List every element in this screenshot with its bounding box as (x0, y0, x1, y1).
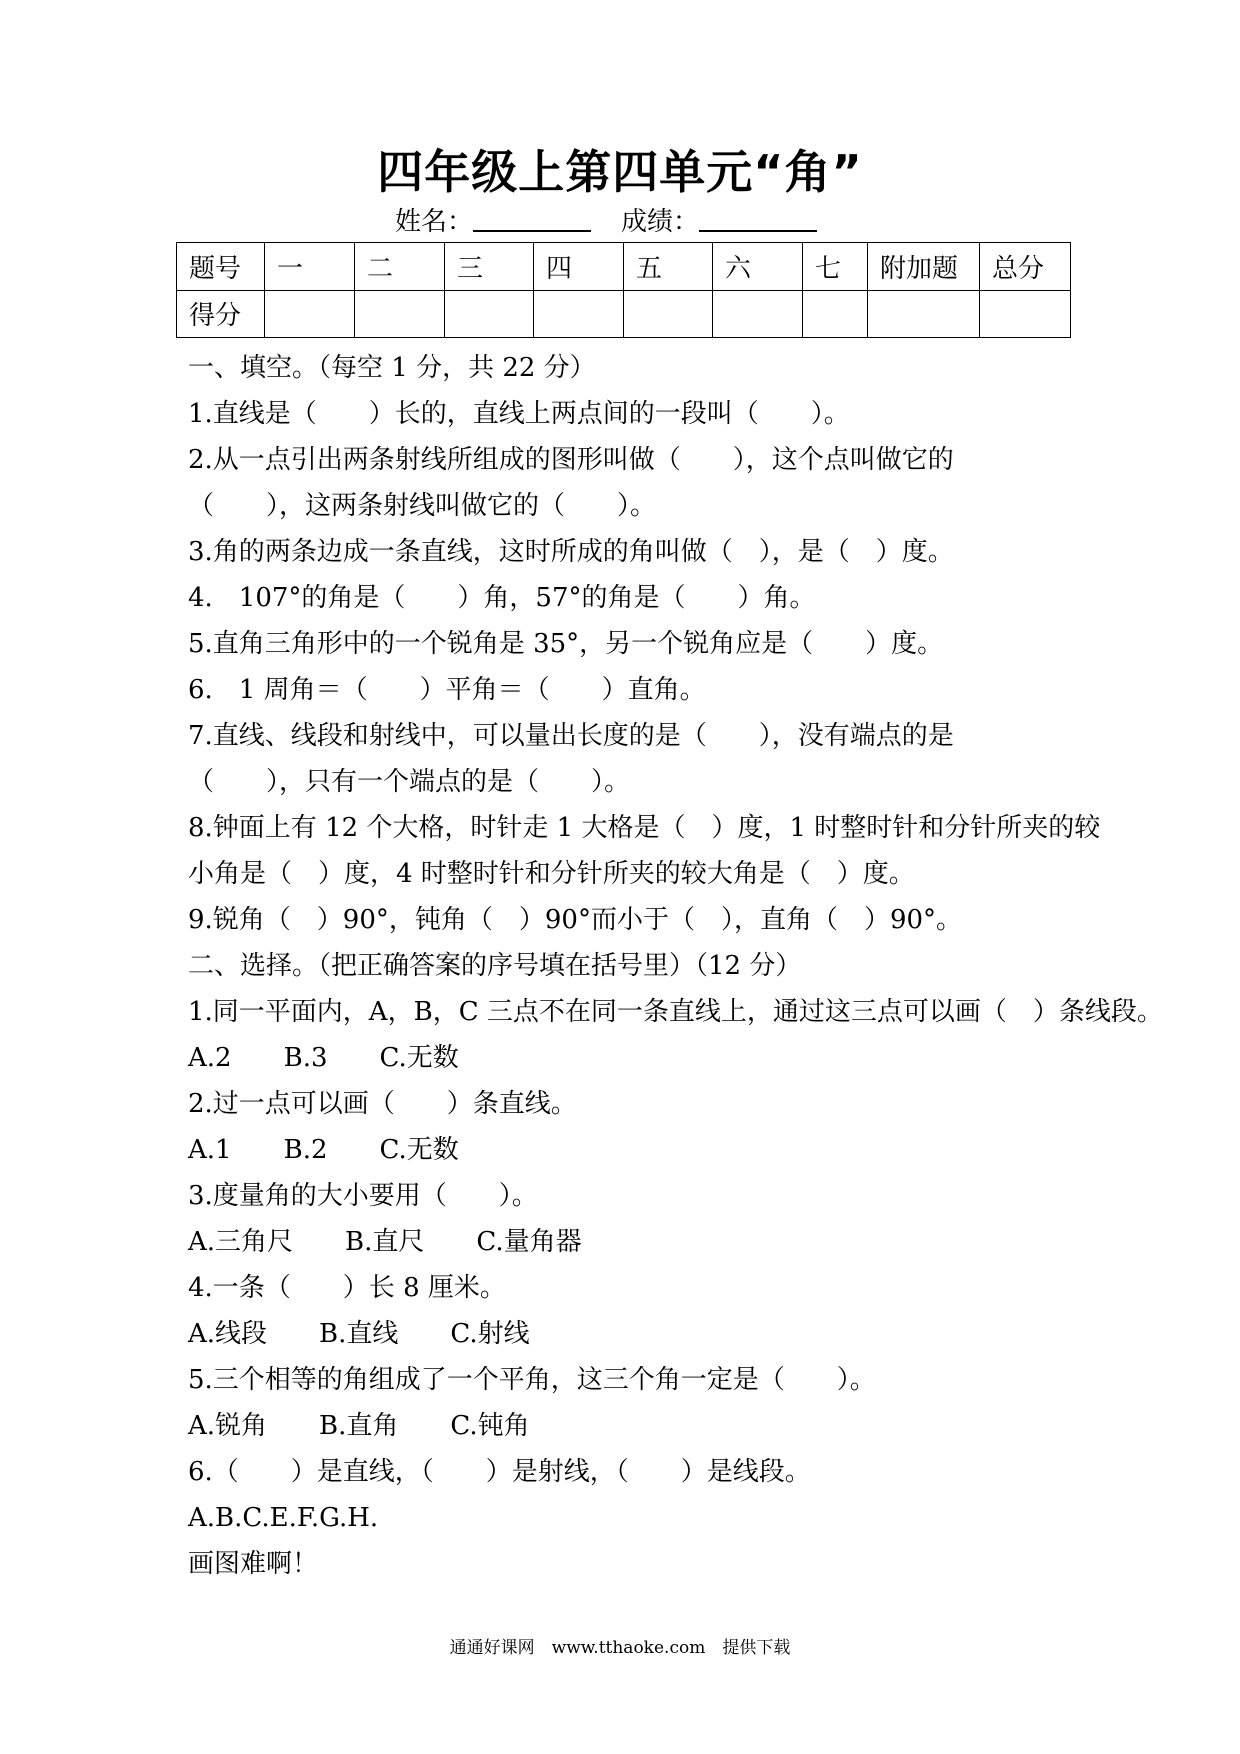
option-line: A.2 B.3 C.无数 (188, 1043, 459, 1073)
question-line: 8.钟面上有 12 个大格，时针走 1 大格是（ ）度，1 时整时针和分针所夹的较 (188, 813, 1101, 843)
name-score-bar (395, 205, 847, 239)
score-cell[interactable] (355, 290, 445, 338)
table-header-cell: 二 (355, 243, 445, 291)
table-header-cell: 三 (445, 243, 534, 291)
page-footer: 通通好课网 www.tthaoke.com 提供下载 (449, 1638, 791, 1658)
score-table-score-row (177, 290, 1071, 338)
name-label: 姓名： (395, 207, 474, 237)
question-line: （ ），只有一个端点的是（ ）。 (188, 767, 631, 797)
name-blank[interactable] (473, 206, 591, 232)
score-blank[interactable] (699, 206, 817, 232)
question-line: 2.过一点可以画（ ）条直线。 (188, 1089, 577, 1119)
score-table (176, 242, 1071, 338)
question-line: 小角是（ ）度，4 时整时针和分针所夹的较大角是（ ）度。 (188, 859, 915, 889)
score-label: 成绩： (621, 207, 700, 237)
score-cell[interactable] (713, 290, 803, 338)
table-header-cell: 七 (803, 243, 868, 291)
table-header-cell: 附加题 (868, 243, 980, 291)
score-cell[interactable] (534, 290, 624, 338)
score-cell[interactable] (868, 290, 980, 338)
page-title: 四年级上第四单元“角” (377, 145, 863, 199)
table-header-cell: 五 (624, 243, 713, 291)
question-line: 5.三个相等的角组成了一个平角，这三个角一定是（ ）。 (188, 1365, 876, 1395)
question-line: 5.直角三角形中的一个锐角是 35°，另一个锐角应是（ ）度。 (188, 629, 944, 659)
score-cell[interactable] (980, 290, 1071, 338)
table-header-cell: 总分 (980, 243, 1071, 291)
question-line: 4.一条（ ）长 8 厘米。 (188, 1273, 506, 1303)
question-list (188, 345, 1163, 1587)
option-line: A.线段 B.直线 C.射线 (188, 1319, 530, 1349)
question-line: 1.直线是（ ）长的，直线上两点间的一段叫（ ）。 (188, 399, 850, 429)
note-line: 画图难啊！ (188, 1549, 319, 1579)
table-header-cell: 四 (534, 243, 624, 291)
option-line: A.锐角 B.直角 C.钝角 (188, 1411, 530, 1441)
question-line: 9.锐角（ ）90°，钝角（ ）90°而小于（ ），直角（ ）90°。 (188, 905, 963, 935)
table-header-cell: 题号 (177, 243, 265, 291)
score-row-label: 得分 (177, 290, 265, 338)
question-line: 2.从一点引出两条射线所组成的图形叫做（ ），这个点叫做它的 (188, 445, 954, 475)
question-line: 6.（ ）是直线，（ ）是射线，（ ）是线段。 (188, 1457, 811, 1487)
question-line: 7.直线、线段和射线中，可以量出长度的是（ ），没有端点的是 (188, 721, 954, 751)
score-cell[interactable] (445, 290, 534, 338)
question-line: 4. 107°的角是（ ）角，57°的角是（ ）角。 (188, 583, 816, 613)
option-line: A.三角尺 B.直尺 C.量角器 (188, 1227, 582, 1257)
section-heading-fill-in: 一、填空。（每空 1 分，共 22 分） (188, 353, 596, 383)
score-cell[interactable] (265, 290, 355, 338)
section-heading-choice: 二、选择。（把正确答案的序号填在括号里）（12 分） (188, 951, 802, 981)
question-line: 3.度量角的大小要用（ ）。 (188, 1181, 538, 1211)
question-line: 6. 1 周角＝（ ）平角＝（ ）直角。 (188, 675, 706, 705)
table-header-cell: 一 (265, 243, 355, 291)
table-header-cell: 六 (713, 243, 803, 291)
score-cell[interactable] (624, 290, 713, 338)
option-line: A.1 B.2 C.无数 (188, 1135, 459, 1165)
question-line: 1.同一平面内，A，B，C 三点不在同一条直线上，通过这三点可以画（ ）条线段。 (188, 997, 1163, 1027)
question-line: （ ），这两条射线叫做它的（ ）。 (188, 491, 657, 521)
score-table-header-row (177, 243, 1071, 291)
question-line: 3.角的两条边成一条直线，这时所成的角叫做（ ），是（ ）度。 (188, 537, 954, 567)
score-cell[interactable] (803, 290, 868, 338)
option-line: A.B.C.E.F.G.H. (188, 1503, 379, 1533)
